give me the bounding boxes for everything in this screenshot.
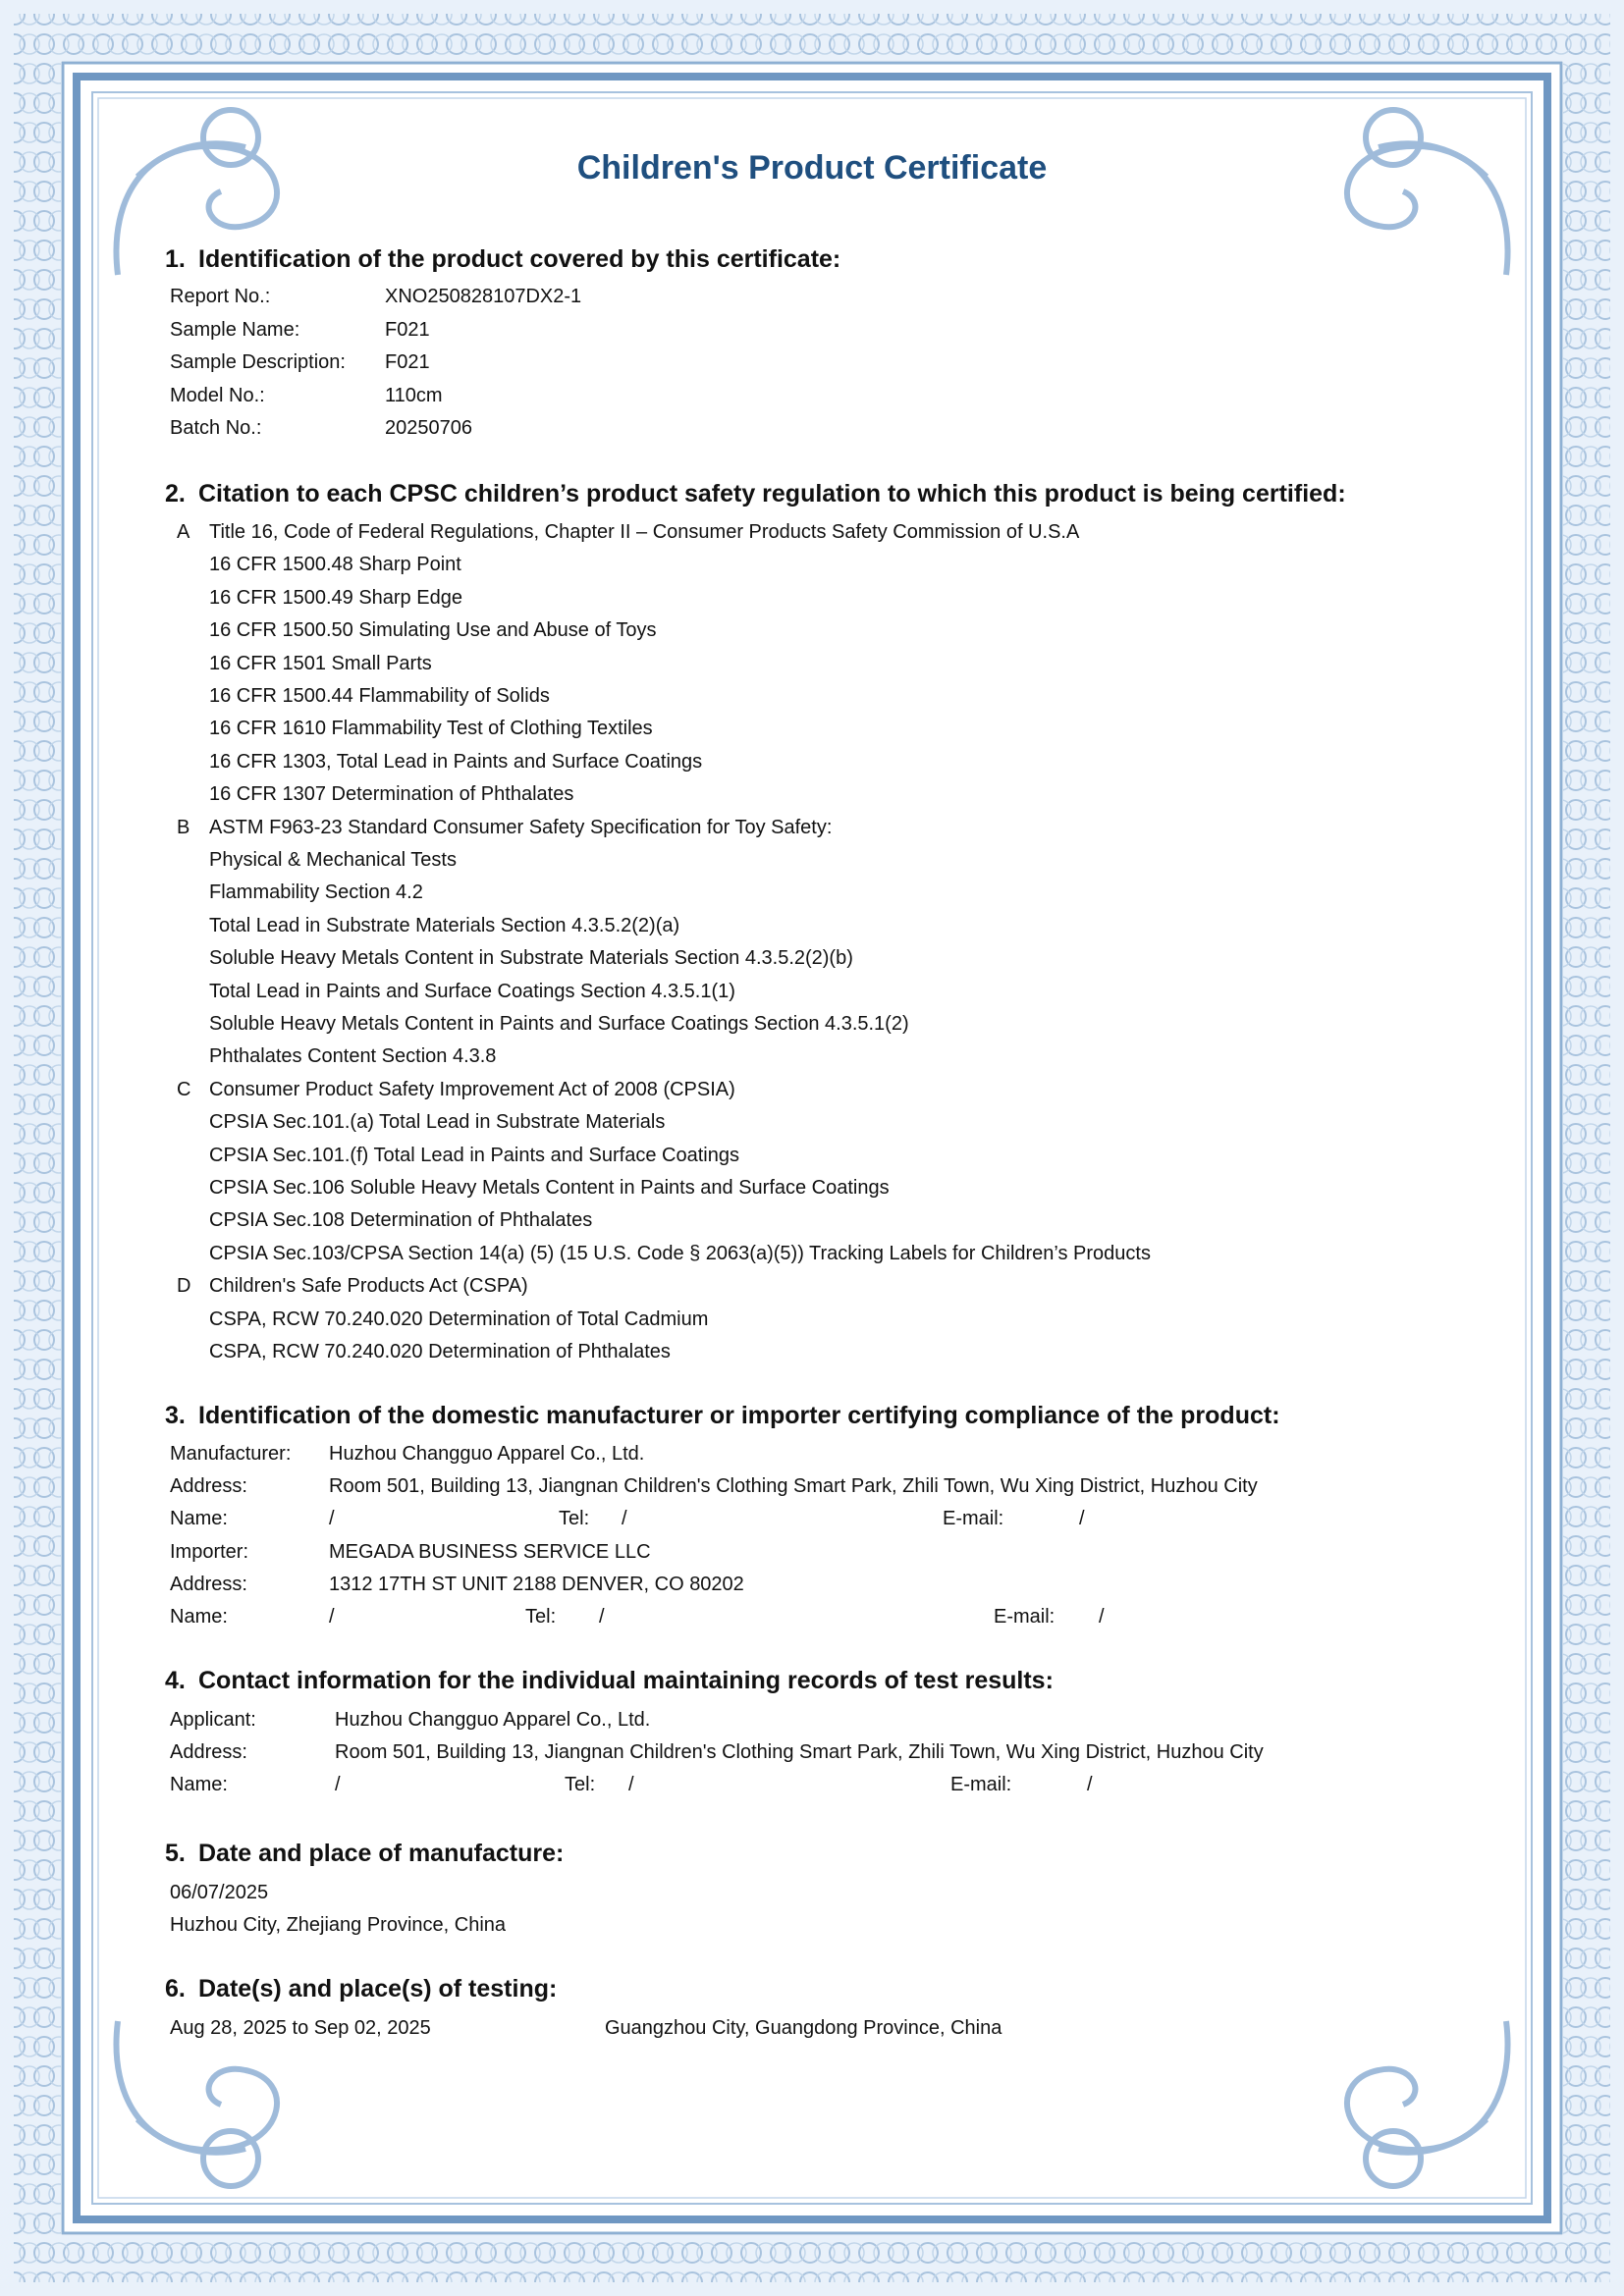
importer-email-label: E-mail: (994, 1606, 1056, 1628)
section-2-title: Citation to each CPSC children’s product safety regulation to which this product is being certified: (198, 480, 1346, 507)
section-6-title: Date(s) and place(s) of testing: (198, 1975, 558, 2002)
field-value: 110cm (385, 385, 443, 406)
manufacturer-tel-value: / (622, 1508, 627, 1529)
section-1-number: 1. (165, 245, 186, 273)
citation-group-letter: D (177, 1275, 191, 1297)
citation-line: CPSIA Sec.106 Soluble Heavy Metals Content in Paints and Surface Coatings (209, 1177, 890, 1199)
manufacturer-label: Manufacturer: (170, 1443, 292, 1465)
section-5-heading (165, 1840, 564, 1868)
manufacturer-name-label: Name: (170, 1508, 228, 1529)
field-label: Model No.: (170, 385, 265, 406)
citation-group-letter: A (177, 521, 190, 543)
importer-tel-label: Tel: (525, 1606, 557, 1628)
applicant-name-label: Name: (170, 1774, 228, 1795)
manufacturer-name-value: / (329, 1508, 335, 1529)
manufacturer-email-value: / (1079, 1508, 1085, 1529)
manufacturer-value: Huzhou Changguo Apparel Co., Ltd. (329, 1443, 645, 1465)
citation-line: 16 CFR 1501 Small Parts (209, 653, 432, 674)
field-label: Sample Description: (170, 351, 346, 373)
importer-name-label: Name: (170, 1606, 228, 1628)
applicant-tel-value: / (628, 1774, 634, 1795)
citation-line: CSPA, RCW 70.240.020 Determination of Total Cadmium (209, 1308, 709, 1330)
section-4-title: Contact information for the individual maintaining records of test results: (198, 1667, 1054, 1694)
section-3-number: 3. (165, 1402, 186, 1429)
citation-line: CPSIA Sec.101.(a) Total Lead in Substrate Materials (209, 1111, 666, 1133)
section-2-number: 2. (165, 480, 186, 507)
importer-tel-value: / (599, 1606, 605, 1628)
citation-line: Flammability Section 4.2 (209, 881, 423, 903)
citation-group-letter: B (177, 817, 190, 838)
citation-line: CPSIA Sec.108 Determination of Phthalates (209, 1209, 593, 1231)
section-6-number: 6. (165, 1975, 186, 2002)
importer-address-value: 1312 17TH ST UNIT 2188 DENVER, CO 80202 (329, 1574, 744, 1595)
citation-line: ASTM F963-23 Standard Consumer Safety Specification for Toy Safety: (209, 817, 833, 838)
section-6-heading (165, 1975, 557, 2003)
field-value: XNO250828107DX2-1 (385, 286, 582, 307)
applicant-value: Huzhou Changguo Apparel Co., Ltd. (335, 1709, 651, 1731)
field-value: F021 (385, 319, 430, 341)
section-5-number: 5. (165, 1840, 186, 1867)
citation-line: 16 CFR 1303, Total Lead in Paints and Surface Coatings (209, 751, 703, 773)
applicant-address-value: Room 501, Building 13, Jiangnan Children's Clothing Smart Park, Zhili Town, Wu Xing District, Huzhou City (335, 1741, 1264, 1763)
manufacture-date: 06/07/2025 (170, 1882, 269, 1903)
applicant-name-value: / (335, 1774, 341, 1795)
certificate-title: Children's Product Certificate (576, 149, 1048, 187)
citation-line: 16 CFR 1610 Flammability Test of Clothing Textiles (209, 718, 653, 739)
citation-line: CPSIA Sec.103/CPSA Section 14(a) (5) (15 U.S. Code § 2063(a)(5)) Tracking Labels for Children’s Products (209, 1243, 1151, 1264)
importer-value: MEGADA BUSINESS SERVICE LLC (329, 1541, 651, 1563)
manufacture-place: Huzhou City, Zhejiang Province, China (170, 1914, 507, 1936)
field-value: F021 (385, 351, 430, 373)
applicant-label: Applicant: (170, 1709, 256, 1731)
citation-line: 16 CFR 1500.50 Simulating Use and Abuse of Toys (209, 619, 657, 641)
citation-group-letter: C (177, 1079, 191, 1100)
citation-line: Physical & Mechanical Tests (209, 849, 457, 871)
manufacturer-tel-label: Tel: (559, 1508, 590, 1529)
section-1-title: Identification of the product covered by this certificate: (198, 245, 841, 273)
citation-line: 16 CFR 1307 Determination of Phthalates (209, 783, 574, 805)
section-5-title: Date and place of manufacture: (198, 1840, 565, 1867)
field-label: Sample Name: (170, 319, 300, 341)
field-label: Batch No.: (170, 417, 262, 439)
citation-line: Soluble Heavy Metals Content in Substrate Materials Section 4.3.5.2(2)(b) (209, 947, 853, 969)
section-1-heading (165, 245, 840, 274)
citation-line: Phthalates Content Section 4.3.8 (209, 1045, 497, 1067)
citation-line: 16 CFR 1500.49 Sharp Edge (209, 587, 462, 609)
importer-name-value: / (329, 1606, 335, 1628)
field-label: Report No.: (170, 286, 271, 307)
citation-line: Consumer Product Safety Improvement Act of 2008 (CPSIA) (209, 1079, 735, 1100)
manufacturer-address-value: Room 501, Building 13, Jiangnan Children's Clothing Smart Park, Zhili Town, Wu Xing District, Huzhou City (329, 1475, 1258, 1497)
citation-line: Title 16, Code of Federal Regulations, Chapter II – Consumer Products Safety Commission of U.S.A (209, 521, 1080, 543)
applicant-address-label: Address: (170, 1741, 247, 1763)
field-value: 20250706 (385, 417, 472, 439)
applicant-tel-label: Tel: (565, 1774, 596, 1795)
testing-place: Guangzhou City, Guangdong Province, China (605, 2017, 1002, 2039)
citation-line: CPSIA Sec.101.(f) Total Lead in Paints and Surface Coatings (209, 1145, 739, 1166)
citation-line: Soluble Heavy Metals Content in Paints and Surface Coatings Section 4.3.5.1(2) (209, 1013, 909, 1035)
citation-line: Total Lead in Substrate Materials Section 4.3.5.2(2)(a) (209, 915, 680, 936)
citation-line: Total Lead in Paints and Surface Coatings Section 4.3.5.1(1) (209, 981, 735, 1002)
applicant-email-value: / (1087, 1774, 1093, 1795)
citation-line: 16 CFR 1500.48 Sharp Point (209, 554, 461, 575)
importer-email-value: / (1099, 1606, 1105, 1628)
section-4-number: 4. (165, 1667, 186, 1694)
importer-address-label: Address: (170, 1574, 247, 1595)
citation-line: 16 CFR 1500.44 Flammability of Solids (209, 685, 550, 707)
section-3-title: Identification of the domestic manufacturer or importer certifying compliance of the product: (198, 1402, 1280, 1429)
section-2-heading (165, 480, 1346, 508)
applicant-email-label: E-mail: (950, 1774, 1012, 1795)
manufacturer-email-label: E-mail: (943, 1508, 1004, 1529)
manufacturer-address-label: Address: (170, 1475, 247, 1497)
citation-line: CSPA, RCW 70.240.020 Determination of Phthalates (209, 1341, 671, 1362)
section-3-heading (165, 1402, 1280, 1430)
testing-date: Aug 28, 2025 to Sep 02, 2025 (170, 2017, 431, 2039)
citation-line: Children's Safe Products Act (CSPA) (209, 1275, 528, 1297)
section-4-heading (165, 1667, 1054, 1695)
importer-label: Importer: (170, 1541, 249, 1563)
